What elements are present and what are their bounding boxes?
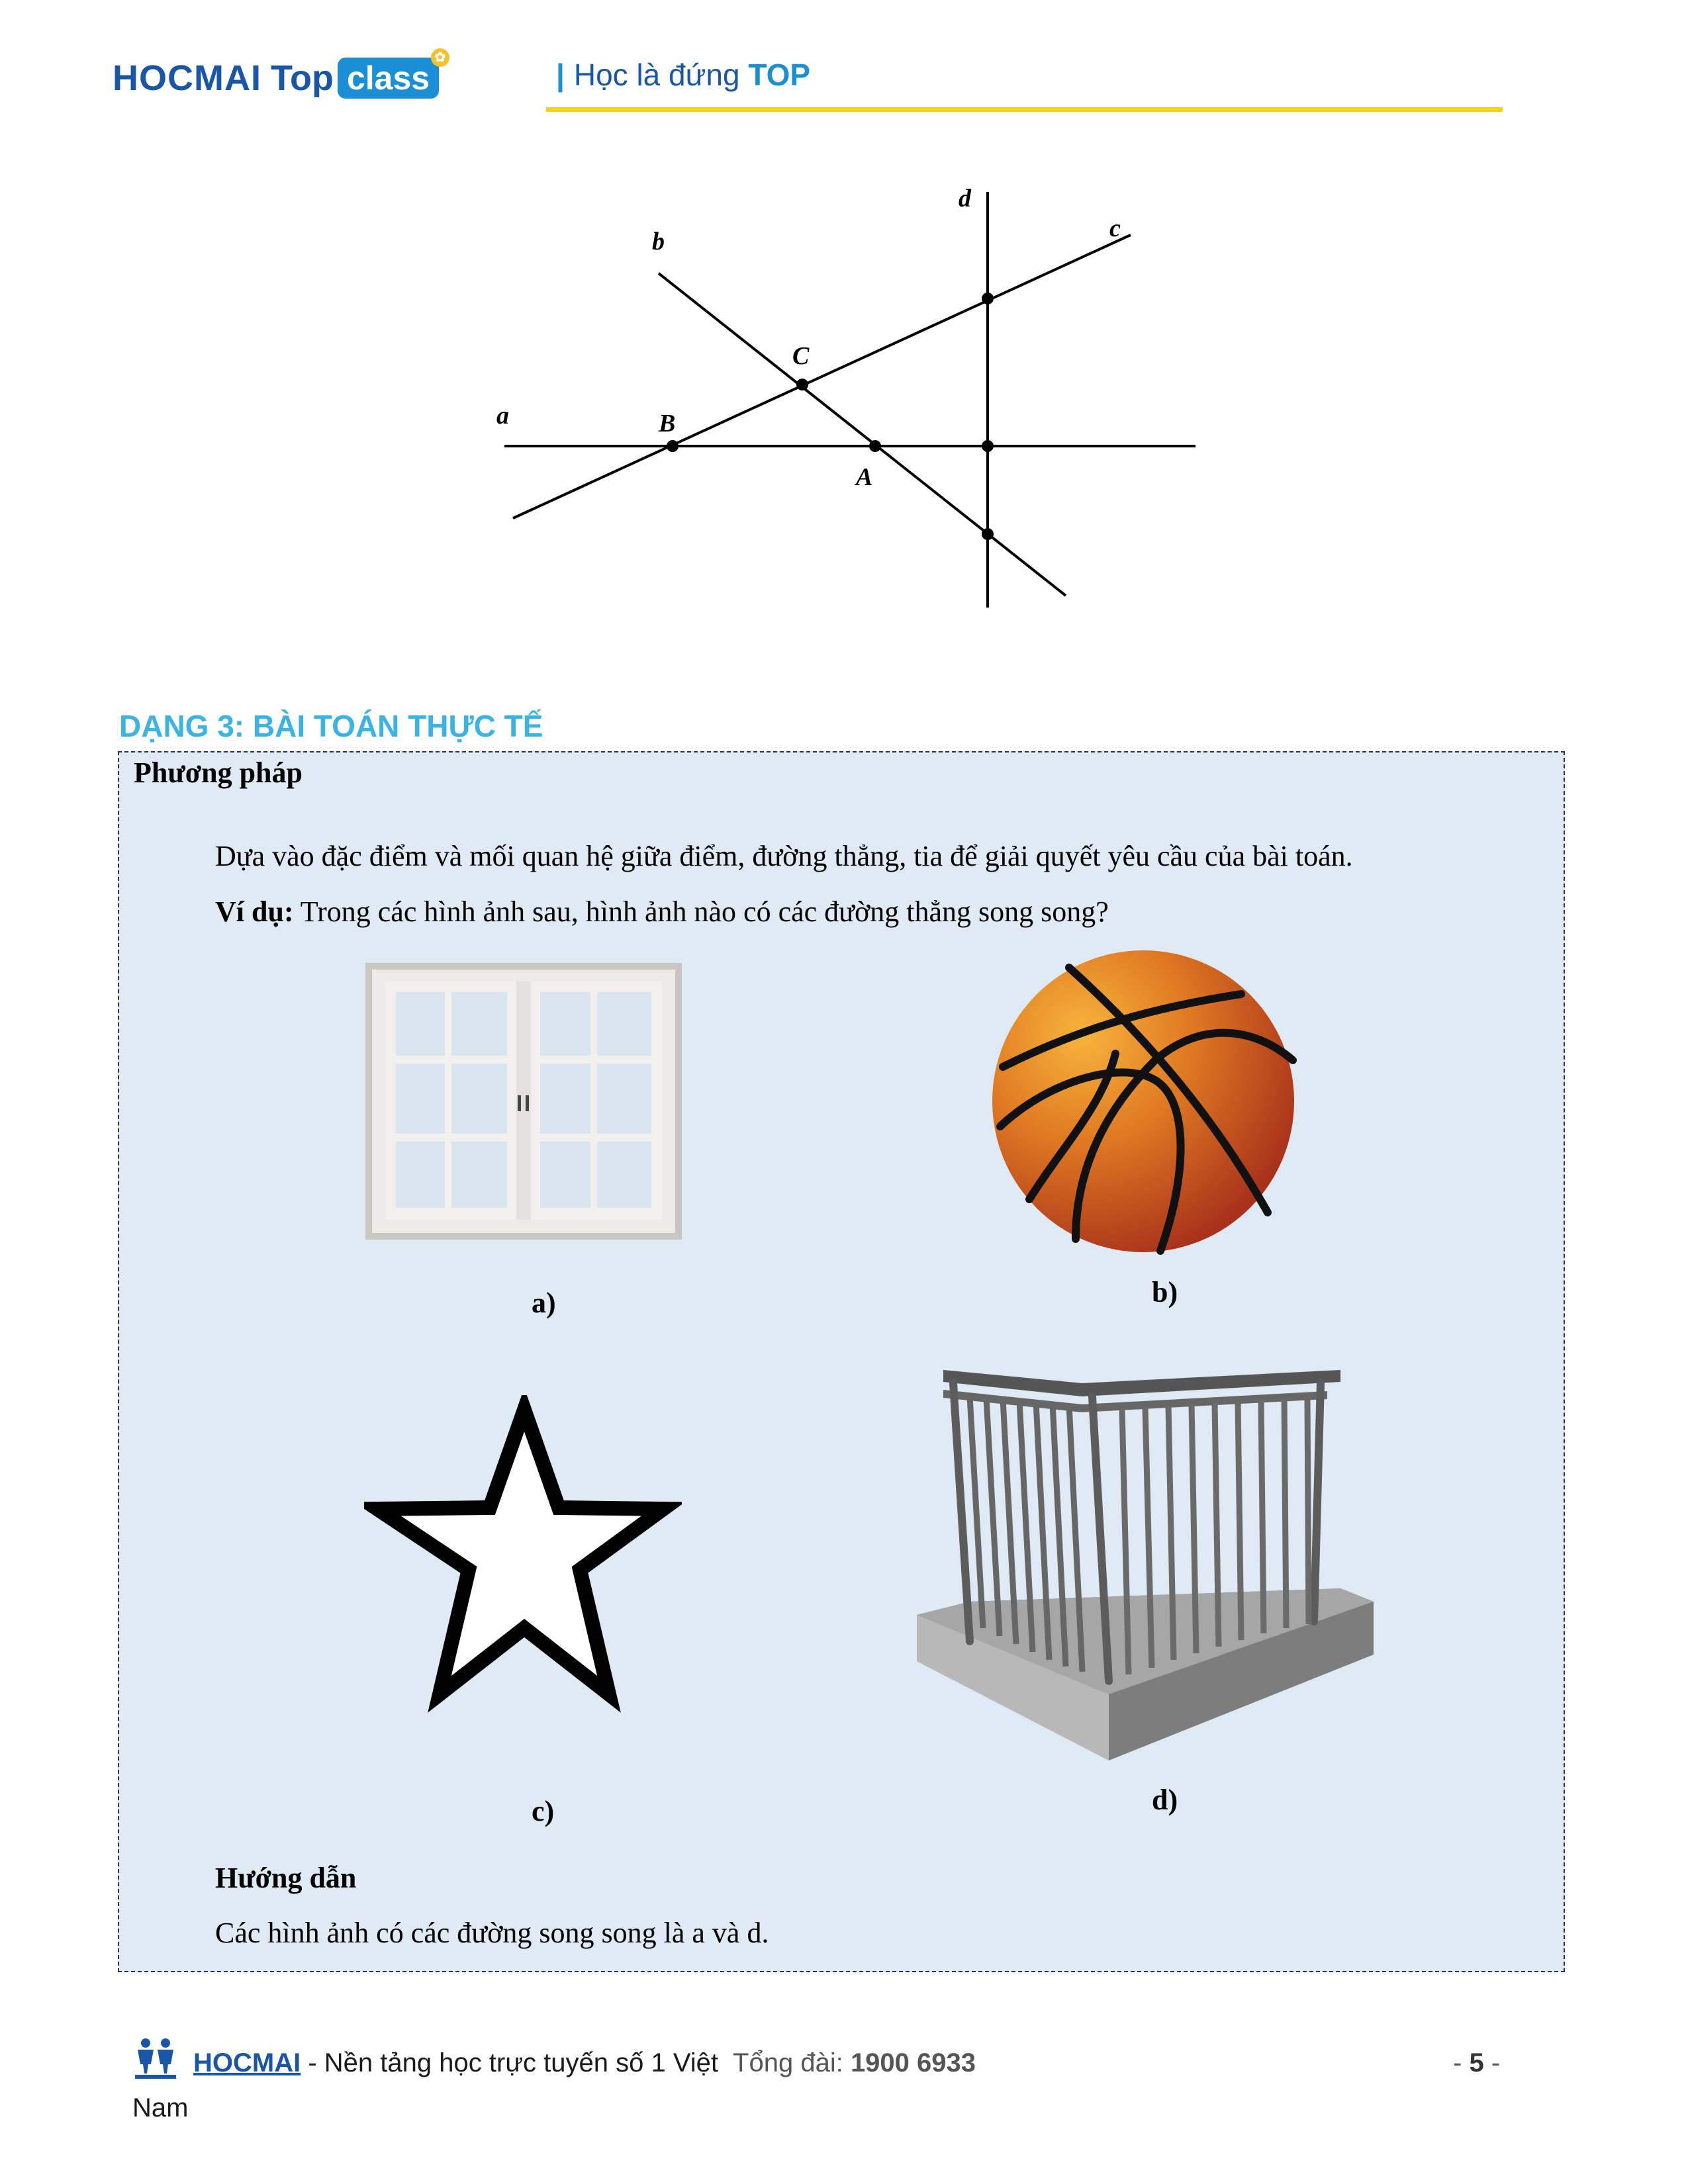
tagline-prefix: Học là đứng <box>573 58 740 92</box>
logo-star-icon: ✿ <box>431 48 449 67</box>
section-title: DẠNG 3: BÀI TOÁN THỰC TẾ <box>119 709 543 743</box>
caption-a: a) <box>532 1287 556 1319</box>
logo-hocmai-text: HOCMAI <box>113 58 261 98</box>
example-label: Ví dụ: <box>215 895 294 928</box>
example-line <box>215 895 1109 929</box>
page-number-value: 5 <box>1469 2048 1484 2077</box>
footer-desc: - Nền tảng học trực tuyến số 1 Việt <box>301 2048 719 2077</box>
point-cd <box>982 293 994 304</box>
geometry-figure <box>0 0 1688 662</box>
method-text: Dựa vào đặc điểm và mối quan hệ giữa điểm, đường thẳng, tia để giải quyết yêu cầu của bài toán. <box>215 840 1353 872</box>
caption-d: d) <box>1152 1784 1178 1816</box>
caption-c: c) <box>532 1795 555 1827</box>
point-B <box>667 440 679 452</box>
footer-hotline-number: 1900 6933 <box>850 2048 976 2077</box>
label-B: B <box>659 410 676 437</box>
window-handle-right <box>526 1095 529 1111</box>
point-A <box>869 440 881 452</box>
guide-heading: Hướng dẫn <box>215 1862 357 1894</box>
footer-brand-link[interactable]: HOCMAI <box>193 2048 301 2077</box>
page-number: - 5 - <box>1453 2048 1501 2077</box>
label-b: b <box>652 228 665 255</box>
footer-hotline <box>733 2048 976 2077</box>
window-image <box>365 963 683 1241</box>
line-c <box>513 235 1131 518</box>
star-image <box>364 1395 682 1719</box>
label-C: C <box>792 342 810 370</box>
label-a: a <box>496 402 509 430</box>
caption-b: b) <box>1152 1276 1178 1308</box>
point-bd <box>982 528 994 540</box>
window-handle-left <box>518 1095 521 1111</box>
logo-class-text: class <box>346 60 430 97</box>
example-text: Trong các hình ảnh sau, hình ảnh nào có các đường thẳng song song? <box>293 895 1109 928</box>
guide-text: Các hình ảnh có các đường song song là a và d. <box>215 1917 769 1949</box>
basketball-image <box>990 948 1297 1255</box>
label-d: d <box>959 185 971 212</box>
tagline-divider: | <box>556 58 565 92</box>
point-C <box>796 379 808 390</box>
footer-hotline-label: Tổng đài: <box>733 2048 851 2077</box>
line-b <box>659 273 1066 596</box>
logo-top-text: Top <box>270 58 334 98</box>
label-A: A <box>856 463 873 491</box>
balcony-railing-image <box>917 1343 1380 1767</box>
point-ad <box>982 440 994 452</box>
tagline-emph: TOP <box>748 58 811 92</box>
footer-desc-cont: Nam <box>132 2093 189 2122</box>
footer-line <box>132 2048 976 2078</box>
method-heading: Phương pháp <box>134 756 303 789</box>
label-c: c <box>1109 214 1121 242</box>
